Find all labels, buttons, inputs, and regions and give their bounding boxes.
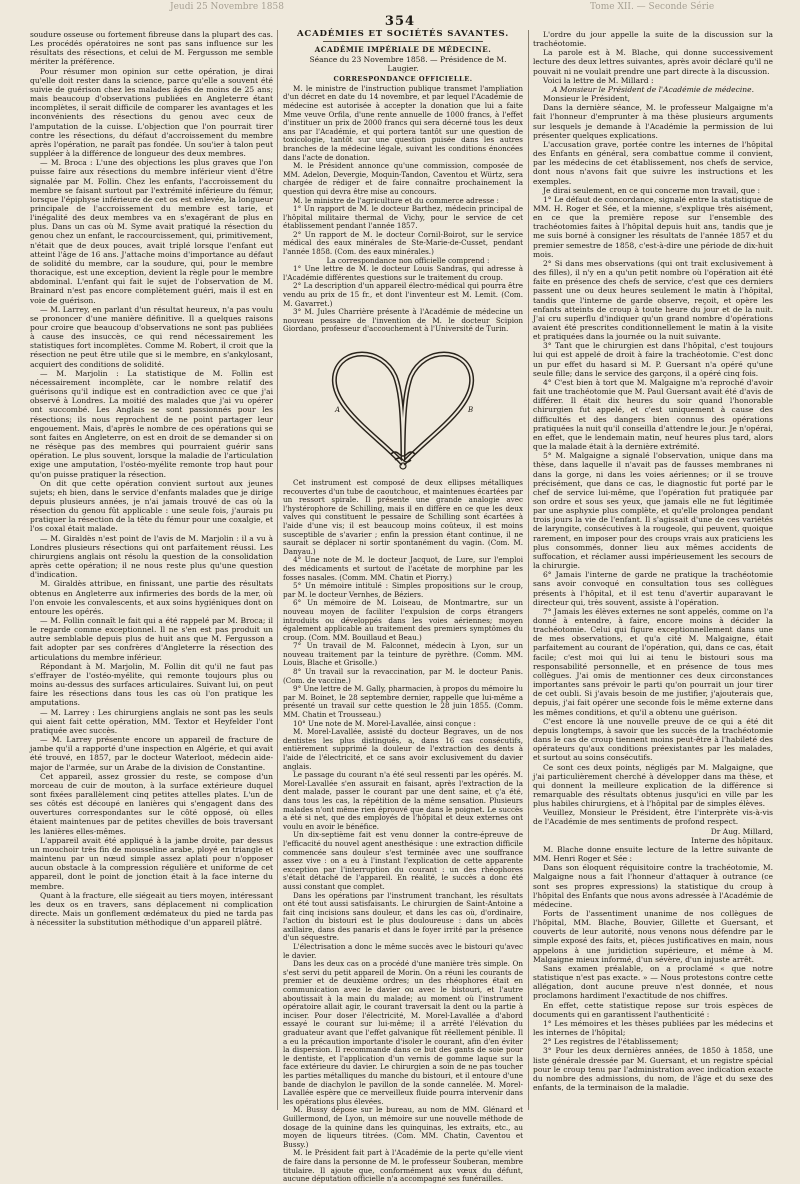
paragraph: L'ordre du jour appelle la suite de la discussion sur la trachéotomie. [533,30,773,49]
paragraph: Je dirai seulement, en ce qui concerne mon travail, que : [543,185,761,195]
paragraph: Répondant à M. Marjolin, M. Follin dit qu'il ne faut pas s'effrayer de l'ostéo-myélite, qui remonte toujours plus ou moins au-dessus des surfaces articulaires. Suivant lui, on peut faire les résections dans tous les cas où l'on pratique les amputations. [30,661,273,708]
paragraph: La parole est à M. Blache, qui donne successivement lecture des deux lettres suivantes, après avoir déclaré qu'il ne pouvait ni ne voulait prendre une part directe à la discussion. [533,48,773,76]
paragraph: On dit que cette opération convient surtout aux jeunes sujets; eh bien, dans le service d'enfants malades que je dirige depuis plusieurs années, je n'ai jamais trouvé de cas où la résection du genou fût applicable : une seule fois, j'aurais pu pratiquer la résection de la tête du fémur pour une coxalgie, et l'os coxal était malade. [30,478,273,534]
section-title: ACADÉMIES ET SOCIÉTÉS SAVANTES. [296,29,510,39]
paragraph: 7° Un travail de M. Falconnet, médecin à Lyon, sur un nouveau traitement par la teinture de pyrèthre. (Comm. MM. Louis, Blache et Grisolle.) [283,641,523,668]
academy-title: ACADÉMIE IMPÉRIALE DE MÉDECINE. [314,45,492,55]
paragraph: Forts de l'assentiment unanime de nos collègues de l'hôpital, MM. Blache, Bouvier, Gillette et Guersant, et couverts de leur autorité, nous venons nous défendre par le simple exposé des faits, et, pièces justificatives en main, nous appelons à une juridiction supérieure, et même à M. Malgaigne mieux informé, d'un sévère, d'un injuste arrêt. [533,909,773,964]
paragraph: Quant à la fracture, elle siégeait au tiers moyen, intéressant les deux os en travers, sans déplacement ni complication directe. Mais un gonflement œdémateux du pied ne tarda pas à nécessiter la substitution méthodique d'un appareil plâtré. [30,890,273,928]
top-scrap-right: Tome XII. — Seconde Série [590,2,715,12]
pessary-figure [283,336,523,476]
middle-column [283,29,524,1184]
paragraph: Cet appareil, assez grossier du reste, se compose d'un morceau de cuir de mouton, à la surface extérieure duquel sont fixées parallèlement cinq petites attelles plates. L'un de ses côtés est découpé en lanières qui s'engagent dans des ouvertures correspondantes sur le côté opposé, où elles étaient maintenues par de petites chevilles de bois traversant les lanières elles-mêmes. [30,771,273,836]
paragraph: M. le ministre de l'agriculture et du commerce adresse : [293,195,499,205]
paragraph: 3° M. Jules Charrière présente à l'Académie de médecine un nouveau pessaire de l'invention de M. le docteur Scipion Giordano, professeur d'accouchement à l'Université de Turin. [283,307,523,334]
paragraph: 6° Un mémoire de M. Loiseau, de Montmartre, sur un nouveau moyen de faciliter l'expulsion de corps étrangers introduits ou développés dans les voies aériennes; moyen également applicable au traitement des premiers symptômes du croup. (Com. MM. Bouillaud et Beau.) [283,598,523,642]
letter-heading: A Monsieur le Président de l'Académie de médecine. [552,84,754,94]
paragraph: M. Bussy dépose sur le bureau, au nom de MM. Glénard et Guillermond, de Lyon, un mémoire sur une nouvelle méthode de dosage de la quinine dans les quinquinas, les extraits, etc., au moyen de liqueurs titrées. (Com. MM. Chatin, Caventou et Bussy.) [283,1105,523,1149]
paragraph: L'appareil avait été appliqué à la jambe droite, par dessus un mouchoir très fin de mousseline arabe, ployé en triangle et maintenu par un nœud simple assez aplati pour n'opposer aucun obstacle à la compression régulière et uniforme de cet appareil, dont le point de jonction était à la face interne du membre. [30,835,273,891]
paragraph: 3° Pour les deux dernières années, de 1850 à 1858, une liste générale dressée par M. Guersant, et un registre spécial pour le croup tenu par l'administration avec indication exacte du nombre des admissions, du nom, de l'âge et du sexe des enfants, de la terminaison de la maladie. [533,1046,773,1092]
paragraph: Sans examen préalable, on a proclamé « que notre statistique n'est pas exacte. » — Nous protestons contre cette allégation, dont aucune preuve n'est donnée, et nous proclamons hardiment l'exactitude de nos chiffres. [533,963,773,1001]
paragraph: Un dix-septième fait est venu donner la contre-épreuve de l'efficacité du nouvel agent anesthésique : une extraction difficile commencée sans douleur s'est terminée avec une souffrance assez vive : on a eu à l'instant l'explication de cette apparente exception par l'interruption du courant : un des rhéophores s'était détaché de l'appareil. En réalité, le succès a donc été aussi constant que complet. [283,830,523,891]
signature-title: Interne des hôpitaux. [691,835,773,845]
pessary-illustration [283,336,523,476]
paragraph: Dans les deux cas on a procédé d'une manière très simple. On s'est servi du petit appareil de Morin. On a réuni les courants de premier et de deuxième ordres; un des rhéophores était en communication avec le davier ou avec le bistouri, et l'autre aboutissait à la main du malade; au moment où l'instrument opératoire allait agir, le courant traversait la dent ou la partie à inciser. Pour doser l'électricité, M. Morel-Lavallée a d'abord essayé le courant sur lui-même; il a arrêté l'élévation du graduateur avant que l'effet galvanique fût réellement pénible. Il a eu la précaution importante d'isoler le courant, afin d'en éviter la dispersion. Il recommande dans ce but des gants de soie pour le dentiste, et l'application d'un vernis de gomme laque sur la face extérieure du davier. Le chirurgien a soin de ne pas toucher les parties métalliques du manche du bistouri, et il entoure d'une bande de diachylon le pavillon de la sonde cannelée. M. Morel-Lavallée espère que ce merveilleux fluide pourra intervenir dans les opérations plus élevées. [283,959,523,1106]
paragraph: — M. Larrey, en parlant d'un résultat heureux, n'a pas voulu se prononcer d'une manière définitive. Il a quelques raisons pour croire que beaucoup d'observations ne sont pas publiées à cause des insuccès, ce qui rend nécessairement les statistiques fort incomplètes. Comme M. Robert, il croit que la résection ne peut être utile que si le membre, en s'ankylosant, acquiert des conditions de solidité. [30,304,273,369]
paragraph: 10° Une note de M. Morel-Lavallée, ainsi conçue : [293,718,476,728]
paragraph: 1° Le défaut de concordance, signalé entre la statistique de MM. H. Roger et Sée, et la mienne, s'explique très aisément, en ce que la première repose sur l'ensemble des trachéotomies faites à l'hôpital depuis huit ans, tandis que je me suis borné à consigner les résultats de l'année 1857 et du premier semestre de 1858, c'est-à-dire une période de dix-huit mois. [533,194,773,259]
paragraph: 1° Les mémoires et les thèses publiées par les médecins et les internes de l'hôpital; [533,1018,773,1038]
paragraph: — M. Larrey : Les chirurgiens anglais ne sont pas les seuls qui aient fait cette opération, MM. Textor et Heyfelder l'ont pratiquée avec succès. [30,707,273,735]
paragraph: Dans son éloquent réquisitoire contre la trachéotomie, M. Malgaigne nous a fait l'honneur d'attaquer à outrance (ce sont ses propres expressions) la statistique du croup à l'hôpital des Enfants que nous avons adressée à l'Académie de médecine. [533,863,773,909]
paragraph: 1° Un rapport de M. le docteur Barthez, médecin principal de l'hôpital militaire thermal de Vichy, pour le service de cet établissement pendant l'année 1857. [283,204,523,231]
paragraph: 5° M. Malgaigne a signalé l'observation, unique dans ma thèse, dans laquelle il n'avait pas de fausses membranes ni dans la gorge, ni dans les voies aériennes; or il se trouve précisément, que dans ce cas, le diagnostic fut porté par le chef de service lui-même, que l'opération fut pratiquée par son ordre et sous ses yeux, que jamais elle ne fut légitimée par une asphyxie plus complète, et qu'elle prolongea pendant trois jours la vie de l'enfant. Il s'agissait d'une de ces variétés de laryngite, consécutives à la rougeole, qui peuvent, quoique rarement, en imposer pour des croups vrais aux praticiens les plus consommés, donner lieu aux mêmes accidents de suffocation, et réclamer aussi impérieusement les secours de la chirurgie. [533,451,773,571]
paragraph: 2° La description d'un appareil électro-médical qui pourra être vendu au prix de 15 fr., et dont l'inventeur est M. Lemit. (Com. M. Gavarret.) [283,281,524,308]
signature-name: Dr Aug. Millard, [710,826,773,836]
paragraph: M. le Président fait part à l'Académie de la perte qu'elle vient de faire dans la personne de M. le professeur Souberan, membre titulaire. Il ajoute que, conformément aux vœux du défunt, aucune députation officielle n'a accompagné ses funérailles. [283,1148,523,1184]
paragraph: 1° Une lettre de M. le docteur Louis Sandras, qui adresse à l'Académie différentes questions sur le traitement du croup. [283,264,523,282]
paragraph: soudure osseuse ou fortement fibreuse dans la plupart des cas. Les procédés opératoires ne sont pas sans influence sur les résultats des résections, et celui de M. Fergusson me semble mériter la préférence. [30,30,273,67]
paragraph: 6° Jamais l'interne de garde ne pratique la trachéotomie sans avoir convoqué en consultation tous ses collègues présents à l'hôpital, et il est tenu d'avertir auparavant le directeur qui, très souvent, assiste à l'opération. [533,570,773,607]
paragraph: Veuillez, Monsieur le Président, être l'interprète vis-à-vis de l'Académie de mes sentiments de profond respect. [533,808,773,827]
paragraph: C'est encore là une nouvelle preuve de ce qui a été dit depuis longtemps, à savoir que les succès de la trachéotomie dans le cas de croup tiennent moins peut-être à l'habileté des opérateurs qu'aux conditions préexistantes par les malades, et surtout au soins consécutifs. [533,716,773,763]
paragraph: — M. Follin connaît le fait qui a été rappelé par M. Broca; il le regarde comme exceptionnel. Il ne s'en est pas produit un autre semblable depuis plus de huit ans que M. Fergusson a fait adopter par ses confrères d'Angleterre la résection des articulations du membre inférieur. [30,616,273,662]
paragraph: M. Blache donne ensuite lecture de la lettre suivante de MM. Henri Roger et Sée : [533,844,773,864]
correspondance-title: CORRESPONDANCE OFFICIELLE. [333,74,473,83]
paragraph: 7° Jamais les élèves externes ne sont appelés, comme on l'a donné à entendre, à faire, encore moins à décider la trachéotomie. Celui qui figure exceptionnellement dans une de mes observations, et qu'a cité M. Malgaigne, était parfaitement au courant de l'opération, qui, dans ce cas, était facile; c'est moi qui lui ai tenu le bistouri sous ma responsabilité personnelle, et en présence de tous mes collègues. J'ai omis de mentionner ces deux circonstances importantes sans prévoir le parti qu'on pourrait un jour tirer de cet oubli. Si j'avais besoin de me justifier, j'ajouterais que, depuis, j'ai fait opérer une seconde fois le même externe dans les mêmes conditions, et qu'il a obtenu une guérison. [533,606,773,717]
paragraph: Dans les opérations par l'instrument tranchant, les résultats ont été tout aussi satisfaisants. Le chirurgien de Saint-Antoine a fait cinq incisions sans douleur, et dans les cas où, d'ordinaire, l'action du bistouri est le plus douloureuse : dans un abcès axillaire, dans des panaris et dans le foyer irrité par la présence d'un séquestre. [283,890,523,943]
paragraph: 8° Un travail sur la revaccination, par M. le docteur Panis. (Com. de vaccine.) [283,667,523,685]
paragraph: Voici la lettre de M. Millard : [543,75,654,85]
column-rule-right [528,30,529,1110]
paragraph: 2° Si dans mes observations (qui ont trait exclusivement à des filles), il n'y en a qu'un petit nombre où l'opération ait été faite en présence des chefs de service, c'est que ces derniers passent une ou deux heures seulement le matin à l'hôpital, tandis que l'interne de garde observe, reçoit, et opère les enfants atteints de croup à toute heure du jour et de la nuit. J'ai cru superflu d'indiquer qu'un grand nombre d'opérations avaient été prescrites conditionnellement le matin à la visite et pratiquées dans la journée ou la nuit suivante. [533,258,773,342]
paragraph: Pour résumer mon opinion sur cette opération, je dirai qu'elle doit rester dans la science, parce qu'elle a souvent été suivie de guérison chez les malades âgés de moins de 25 ans; mais beaucoup d'observations publiées en Angleterre étant incomplètes, il serait difficile de comparer les avantages et les inconvénients des résections du genou avec ceux de l'amputation de la cuisse. L'objection que l'on pourrait tirer contre les résections, du défaut d'accroissement du membre après l'opération, ne paraît pas fondée. Un sou'ier à talon peut suppléer à la différence de longueur des deux membres. [30,66,273,159]
paragraph: M. Morel-Lavallée, assisté du docteur Begraves, un de nos dentistes les plus distingués, a, dans 16 cas consécutifs, entièrement supprimé la douleur de l'extraction des dents à l'aide de l'électricité, et ce sans avoir exclusivement du davier anglais. [283,727,523,771]
paragraph: — M. Giraldès n'est point de l'avis de M. Marjolin : il a vu à Londres plusieurs résections qui ont parfaitement réussi. Les chirurgiens anglais ont résolu la question de la consolidation après cette opération; il ne nous reste plus qu'une question d'indication. [30,533,273,580]
paragraph: Cet instrument est composé de deux ellipses métalliques recouvertes d'un tube de caoutchouc, et maintenues écartées par un ressort spirale. Il présente une grande analogie avec l'hystérophore de Schilling, mais il en diffère en ce que les deux valves qui constituent le pessaire de Schilling sont écartées à l'aide d'une vis; il est beaucoup moins coûteux, il est moins susceptible de s'avarier ; enfin la pression étant continue, il ne saurait se déplacer ni sortir spontanément du vagin. (Com. M. Danyau.) [283,478,523,556]
paragraph: 2° Un rapport de M. le docteur Cornil-Boirot, sur le service médical des eaux minérales de Ste-Marie-de-Cusset, pendant l'année 1858. (Com. des eaux minérales.) [283,229,523,257]
top-torn-strip [0,0,800,14]
page-number: 354 [384,14,416,29]
paragraph: Ce sont ces deux points, négligés par M. Malgaigne, que j'ai particulièrement cherché à développer dans ma thèse, et qui donnent la meilleure explication de la différence si remarquable des résultats obtenus jusqu'ici en ville par les plus habiles chirurgiens, et à l'hôpital par de simples élèves. [533,762,773,809]
paragraph: En effet, cette statistique repose sur trois espèces de documents qui en garantissent l'authenticité : [533,1000,773,1019]
paragraph: M. le ministre de l'instruction publique transmet l'ampliation d'un décret en date du 14 novembre, et par lequel l'Académie de médecine est autorisée à accepter la donation que lui a faite Mme veuve Orfila, d'une rente annuelle de 1000 francs, à l'effet d'instituer un prix de 2000 francs qui sera décerné tous les deux ans par l'Académie, et qui portera tantôt sur une question de toxicologie, tantôt sur une question puisée dans les autres branches de la médecine légale, suivant les conditions énoncées dans l'acte de donation. [283,83,523,162]
paragraph: — M. Marjolin : La statistique de M. Follin est nécessairement incomplète, car le nombre relatif des guérisons qu'il indique est en contradiction avec ce que j'ai observé à Londres. La moitié des malades que j'ai vu opérer ont succombé. Les Anglais se sont passionnés pour les résections; ils nous reprochent de ne point partager leur engouement. Mais, d'après le nombre de ces opérations qui se sont faites en Angleterre, on est en droit de se demander si on ne résèque pas des membres qui pourraient guérir sans opération. Le plus souvent, lorsque la maladie de l'articulation exige une amputation, l'ostéo-myélite remonte trop haut pour qu'on puisse pratiquer la résection. [30,368,273,479]
paragraph: 5° Un mémoire intitulé : Simples propositions sur le croup, par M. le docteur Vernhes, de Béziers. [283,581,523,599]
paragraph: 4° C'est bien à tort que M. Malgaigne m'a reproché d'avoir fait une trachéotomie que M. Paul Guersant avait été d'avis de différer. Il était dix heures du soir quand l'honorable chirurgien fut appelé, et c'est uniquement à cause des difficultés et des dangers bien connus des opérations pratiquées la nuit qu'il conseilla d'attendre le jour. Je n'opérai, en effet, que le lendemain matin, neuf heures plus tard, alors que la malade était à la dernière extrémité. [533,377,773,452]
session-line: Séance du 23 Novembre 1858. — Présidence de M. Laugier. [309,55,507,74]
paragraph: La correspondance non officielle comprend : [326,255,490,265]
paragraph: Le passage du courant n'a été seul ressenti par les opérés. M. Morel-Lavallée s'en assurait en faisant, après l'extraction de la dent malade, passer le courant par une dent saine, et ç'a été, dans tous les cas, la répétition de la même sensation. Plusieurs malades n'ont même rien éprouvé que dans le poignet. Le succès a été si net, que des employés de l'hôpital et deux externes ont voulu en avoir le bénéfice. [283,770,523,831]
paragraph: — M. Broca : L'une des objections les plus graves que l'on puisse faire aux résections du membre inférieur vient d'être signalée par M. Follin. Chez les enfants, l'accroissement du membre se faisant surtout par l'extrémité inférieure du fémur, lorsque l'épiphyse inférieure de cet os est enlevée, la longueur principale de l'accroissement du membre est tarie, et l'inégalité des deux membres va en s'exagérant de plus en plus. Dans un cas où M. Syme avait pratiqué la résection du genou chez un enfant, le raccourcissement, qui, primitivement, n'était que de deux pouces, avait triplé lorsque l'enfant eut atteint l'âge de 16 ans. J'attache moins d'importance au défaut de solidité du membre, car la soudure, qui, pour le membre thoracique, est une exception, devient la règle pour le membre abdominal. L'enfant qui fait le sujet de l'observation de M. Brainard n'est pas encore complètement guéri, mais il est en voie de guérison. [30,158,273,305]
paragraph: 9° Une lettre de M. Gally, pharmacien, à propos du mémoire lu par M. Boinet, le 28 septembre dernier, rappelle que lui-même a présenté un travail sur cette question le 28 juin 1855. (Comm. MM. Chatin et Trousseau.) [283,684,523,720]
paragraph: 4° Une note de M. le docteur Jacquot, de Lure, sur l'emploi des médicaments et surtout de l'acétate de morphine par les fosses nasales. (Comm. MM. Chatin et Piorry.) [283,555,523,582]
column-rule-left [277,30,278,1110]
divider [323,41,483,42]
paragraph: 3° Tant que le chirurgien est dans l'hôpital, c'est toujours lui qui est appelé de droit à faire la trachéotomie. C'est donc un pur effet du hasard si M. P. Guersant n'a opéré qu'une seule fille; dans le service des garçons, il a opéré cinq fois. [533,341,773,378]
paragraph: L'électrisation a donc le même succès avec le bistouri qu'avec le davier. [283,942,523,960]
paragraph: Dans la dernière séance, M. le professeur Malgaigne m'a fait l'honneur d'emprunter à ma thèse plusieurs arguments sur lesquels je demande à l'Académie la permission de lui présenter quelques explications. [533,103,773,140]
top-scrap-left: Jeudi 25 Novembre 1858 [170,2,284,12]
figure-label-a: A [335,406,341,414]
paragraph: M. Giraldès attribue, en finissant, une partie des résultats obtenus en Angleterre aux infirmeries des bords de la mer, où l'on envoie les convalescents, et aux soins hygiéniques dont on entoure les opérés. [30,579,273,616]
paragraph: M. le Président annonce qu'une commission, composée de MM. Adelon, Devergie, Moquin-Tandon, Caventou et Würtz, sera chargée de rédiger et de faire connaître prochainement la question qui devra être mise au concours. [283,161,523,196]
figure-label-b: B [468,406,474,414]
right-column [533,30,773,1110]
paragraph: L'accusation grave, portée contre les internes de l'hôpital des Enfants en général, sera combattue comme il convient, par les médecins de cet établissement, nos chefs de service, dont nous n'avons fait que suivre les instructions et les exemples. [533,139,773,186]
paragraph: — M. Larrey présente encore un appareil de fracture de jambe qu'il a rapporté d'une inspection en Algérie, et qui avait été trouvé, en 1857, par le docteur Waterloot, médecin aide-major de l'armée, sur un Arabe de la division de Constantine. [30,735,273,772]
letter-salutation: Monsieur le Président, [543,94,631,104]
paragraph: 2° Les registres de l'établissement; [543,1037,679,1047]
left-column [30,30,273,1110]
